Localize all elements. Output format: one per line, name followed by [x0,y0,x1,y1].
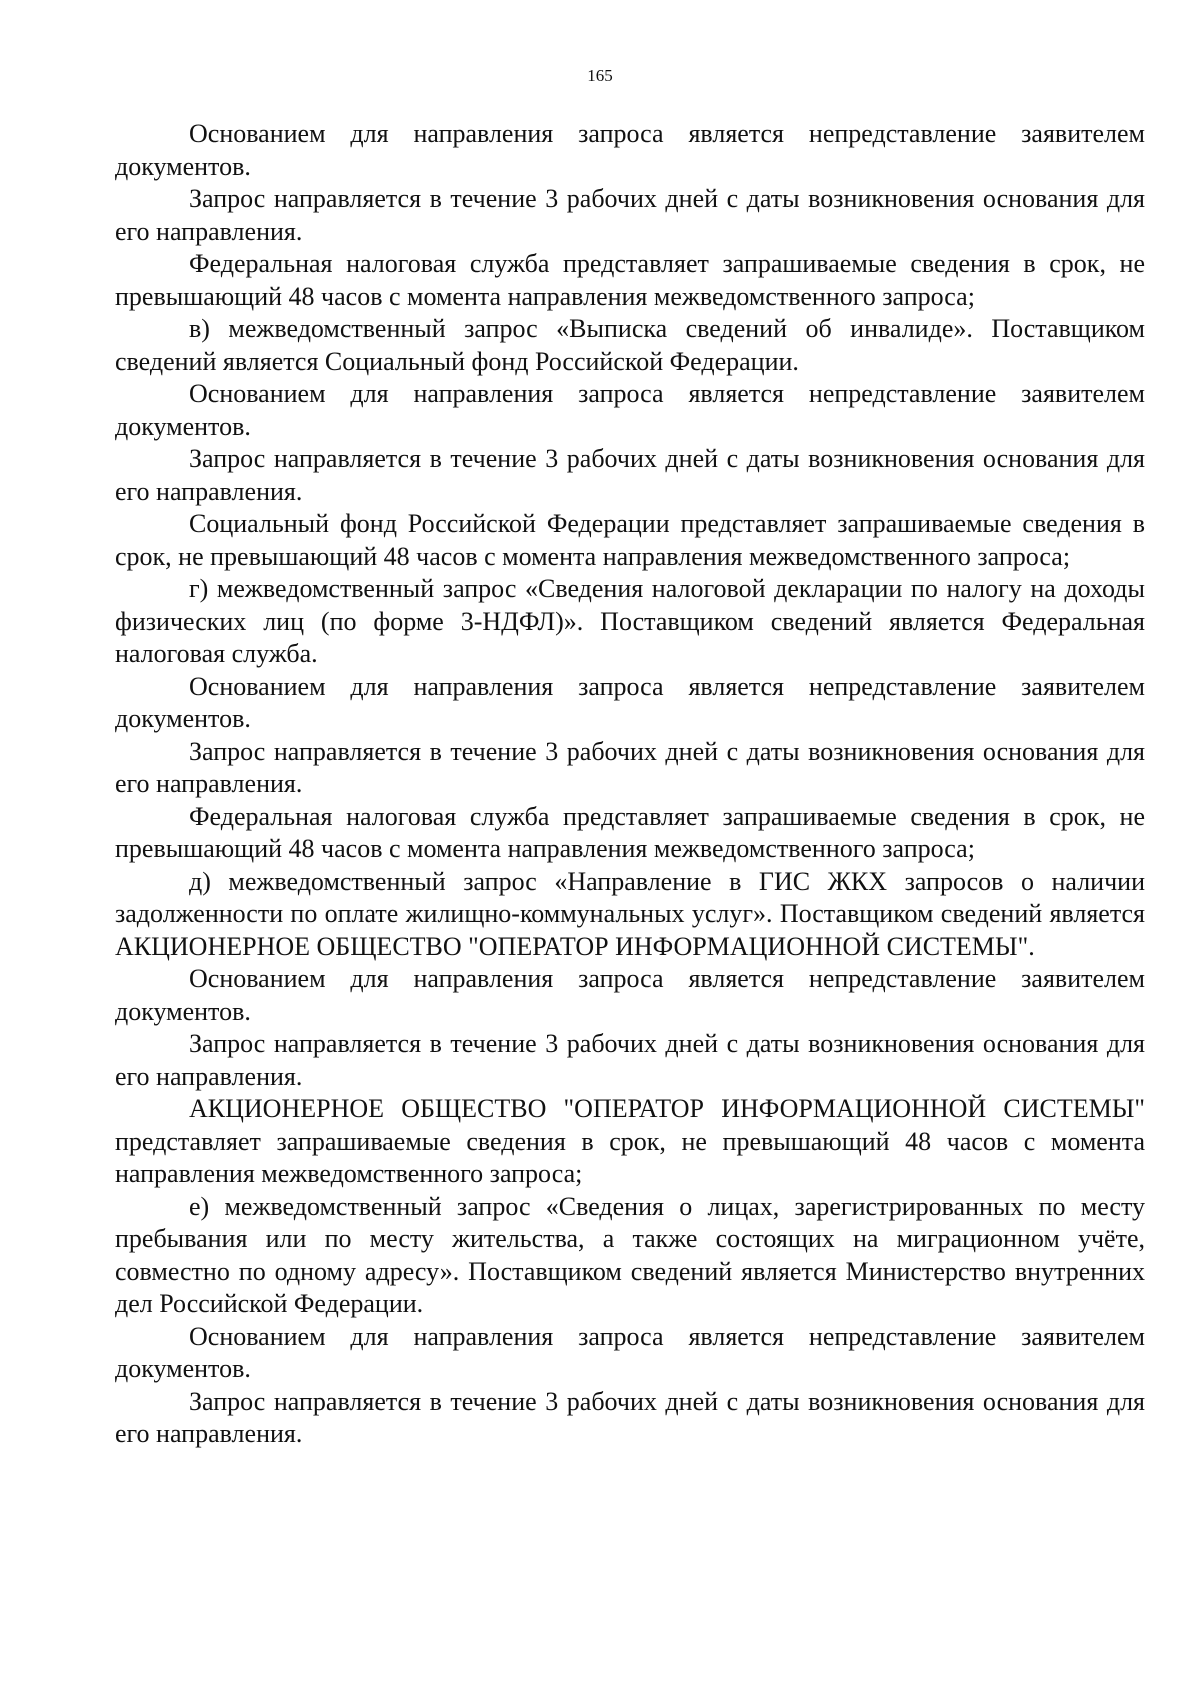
paragraph-response-time: АКЦИОНЕРНОЕ ОБЩЕСТВО "ОПЕРАТОР ИНФОРМАЦИОННОЙ СИСТЕМЫ" представляет запрашиваемые сведения в срок, не превышающий 48 часов с момента направления межведомственного запроса; [115,1094,1145,1188]
paragraph-basis: Основанием для направления запроса является непредставление заявителем документов. [115,1321,1145,1383]
paragraph-request-v: в) межведомственный запрос «Выписка сведений об инвалиде». Поставщиком сведений является Социальный фонд Российской Федерации. [115,314,1145,376]
paragraph-request-e: е) межведомственный запрос «Сведения о лицах, зарегистрированных по месту пребывания или по месту жительства, а также состоящих на миграционном учёте, совместно по одному адресу». Поставщиком сведений является Министерство внутренних дел Российской Федерации. [115,1191,1145,1318]
paragraph-deadline: Запрос направляется в течение 3 рабочих дней с даты возникновения основания для его направления. [115,444,1145,506]
paragraph-basis: Основанием для направления запроса является непредставление заявителем документов. [115,119,1145,181]
paragraph-basis: Основанием для направления запроса является непредставление заявителем документов. [115,379,1145,441]
paragraph-response-time: Федеральная налоговая служба представляет запрашиваемые сведения в срок, не превышающий 48 часов с момента направления межведомственного запроса; [115,249,1145,311]
paragraph-request-g: г) межведомственный запрос «Сведения налоговой декларации по налогу на доходы физических лиц (по форме 3-НДФЛ)». Поставщиком сведений является Федеральная налоговая служба. [115,574,1145,668]
paragraph-response-time: Социальный фонд Российской Федерации представляет запрашиваемые сведения в срок, не превышающий 48 часов с момента направления межведомственного запроса; [115,509,1145,571]
paragraph-response-time: Федеральная налоговая служба представляет запрашиваемые сведения в срок, не превышающий 48 часов с момента направления межведомственного запроса; [115,801,1145,863]
paragraph-request-d: д) межведомственный запрос «Направление в ГИС ЖКХ запросов о наличии задолженности по оплате жилищно-коммунальных услуг». Поставщиком сведений является АКЦИОНЕРНОЕ ОБЩЕСТВО "ОПЕРАТОР ИНФОРМАЦИОННОЙ СИСТЕМЫ". [115,866,1145,961]
document-body [115,118,1145,1451]
paragraph-basis: Основанием для направления запроса является непредставление заявителем документов. [115,964,1145,1026]
page-number: 165 [587,66,613,85]
paragraph-deadline: Запрос направляется в течение 3 рабочих дней с даты возникновения основания для его направления. [115,184,1145,246]
paragraph-deadline: Запрос направляется в течение 3 рабочих дней с даты возникновения основания для его направления. [115,1386,1145,1448]
paragraph-basis: Основанием для направления запроса является непредставление заявителем документов. [115,671,1145,733]
paragraph-deadline: Запрос направляется в течение 3 рабочих дней с даты возникновения основания для его направления. [115,736,1145,798]
paragraph-deadline: Запрос направляется в течение 3 рабочих дней с даты возникновения основания для его направления. [115,1029,1145,1091]
